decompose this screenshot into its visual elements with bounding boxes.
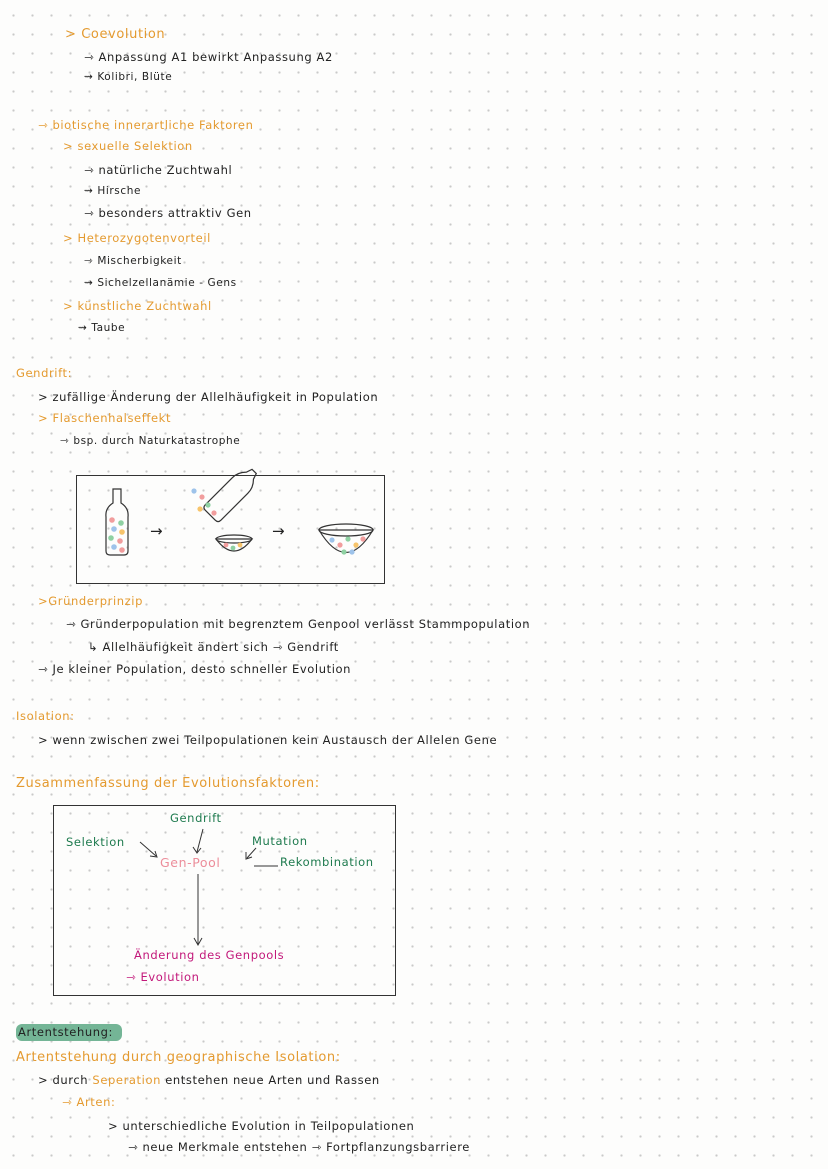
founder-line-3: ⇾ Je kleiner Population, desto schneller Evolution [38,662,352,676]
separation-term: Seperation [92,1073,161,1087]
speciation-line-1-post: entstehen neue Arten und Rassen [160,1073,380,1087]
genpool-label: Gen-Pool [160,855,221,870]
artificial-selection-line-1: ⇝ Taube [78,322,126,334]
artificial-selection-heading: > künstliche Zuchtwahl [63,299,212,313]
arrow-bottle-to-bowl: → [150,522,164,540]
heterozygote-heading: > Heterozygotenvorteil [63,231,211,245]
isolation-line-1: > wenn zwischen zwei Teilpopulationen kein Austausch der Allelen Gene [38,733,498,747]
gendrift-label: Gendrift [170,811,222,825]
founder-principle-heading: >Gründerprinzip [38,594,143,608]
sexual-selection-line-1: ⇾ natürliche Zuchtwahl [84,163,233,177]
summary-heading: Zusammenfassung der Evolutionsfaktoren: [16,776,320,791]
bottleneck-heading: > Flaschenhalseffekt [38,411,172,425]
speciation-line-1 [38,1075,380,1087]
mutation-label: Mutation [252,834,308,848]
heterozygote-line-2: ⇝ Sichelzellanämie - Gens [84,277,237,289]
arrow-selection-genpool [140,842,156,856]
coevolution-line-1: ⇾ Anpassung A1 bewirkt Anpassung A2 [84,50,333,64]
selection-label: Selektion [66,835,125,849]
arrow-mutation-genpool [247,848,256,858]
biotic-factors-heading: ⇾ biotische innerartliche Faktoren [38,118,254,132]
genpool-change-label: Änderung des Genpools [134,948,285,962]
coevolution-line-2: ⇝ Kolibri, Blüte [84,71,173,83]
heterozygote-line-1: ⇾ Mischerbigkeit [84,255,182,267]
speciation-heading: Artentstehung durch geographische Isolation: [16,1050,341,1065]
sexual-selection-line-3: ⇾ besonders attraktiv Gen [84,206,252,220]
species-subheading: ⇾ Arten: [62,1095,116,1109]
arrow-bowl-to-bowl: → [272,522,286,540]
speciation-line-3: > unterschiedliche Evolution in Teilpopulationen [108,1119,415,1133]
bottleneck-line-1: ⇾ bsp. durch Naturkatastrophe [60,435,241,447]
sexual-selection-heading: > sexuelle Selektion [63,139,193,153]
isolation-heading: Isolation: [16,709,75,723]
gendrift-heading: Gendrift: [16,366,73,380]
speciation-line-1-pre: > durch [38,1073,93,1087]
coevolution-heading: > Coevolution [65,27,166,42]
founder-line-2: ↳ Allelhäufigkeit ändert sich ⇾ Gendrift [88,640,339,654]
recombination-label: Rekombination [280,855,374,869]
speciation-line-4: ⇾ neue Merkmale entstehen ⇾ Fortpflanzungsbarriere [128,1140,470,1154]
speciation-highlight-label: Artentstehung: [18,1025,113,1039]
founder-line-1: ⇾ Gründerpopulation mit begrenztem Genpool verlässt Stammpopulation [66,617,531,631]
sexual-selection-line-2: ⇝ Hirsche [84,185,142,197]
evolution-label: ⇾ Evolution [126,970,200,984]
gendrift-line-1: > zufällige Änderung der Allelhäufigkeit in Population [38,390,379,404]
